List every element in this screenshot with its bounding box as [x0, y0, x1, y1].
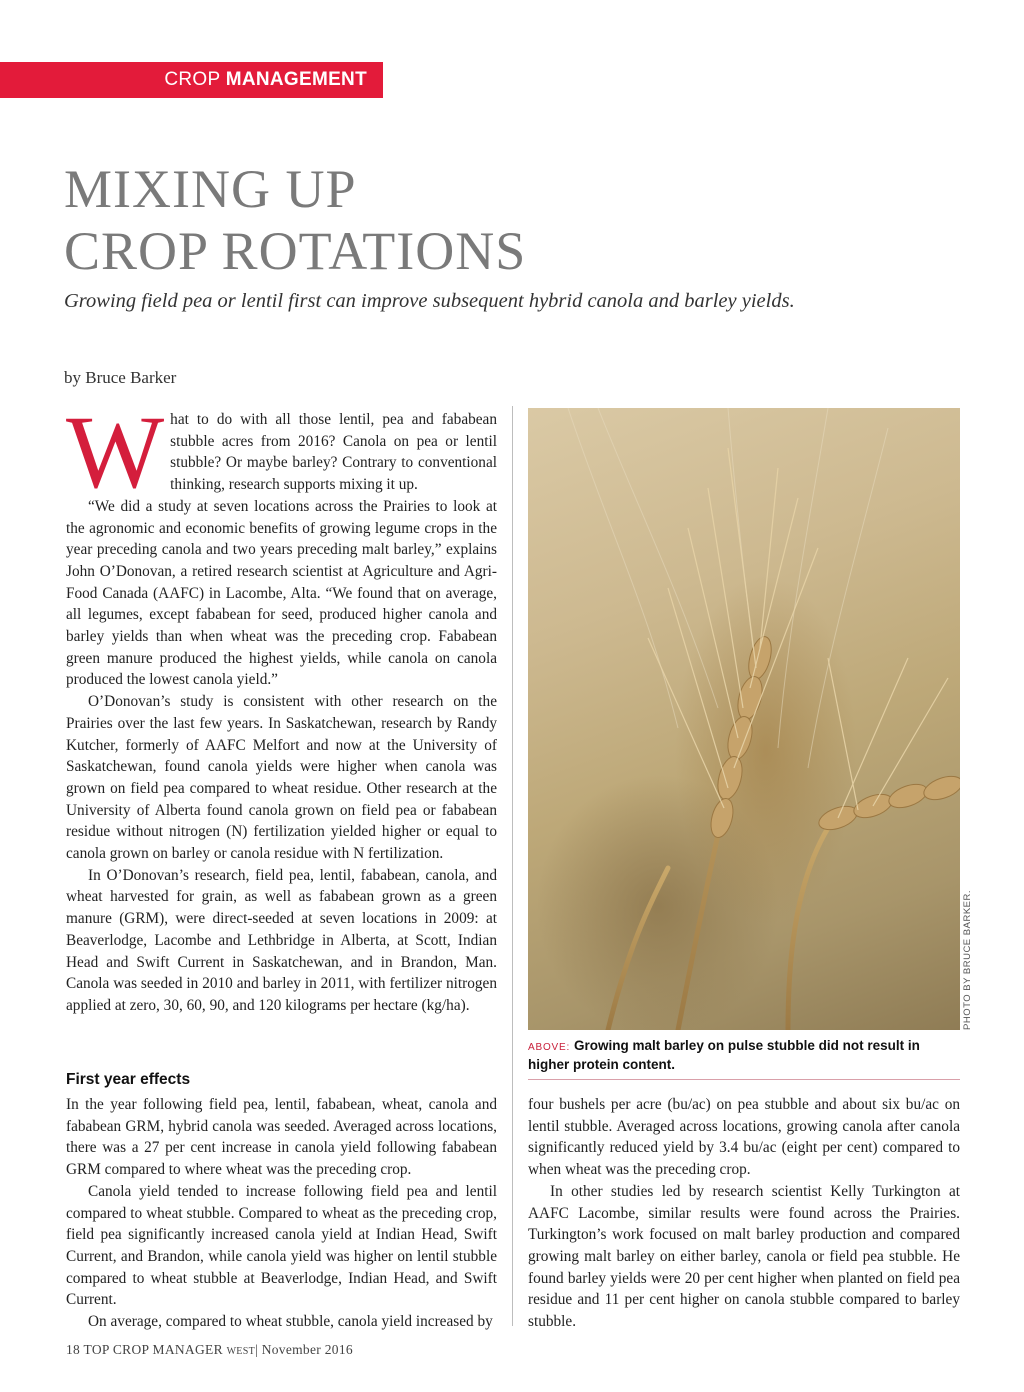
paragraph: In other studies led by research scientist Kelly Turkington at AAFC Lacombe, similar results were found across the Prairies. Turkington’s work focused on malt barley production and compared growing malt barley on either barley, canola or field pea stubble. He found barley yields were 20 per cent higher when planted on field pea residue and 11 per cent higher on canola stubble compared to barley stubble.: [528, 1182, 960, 1331]
section-subhead: First year effects: [66, 1071, 191, 1088]
caption-text: Growing malt barley on pulse stubble did not result in higher protein content.: [528, 1038, 920, 1072]
left-column-bottom: [66, 1094, 497, 1333]
page-footer: [66, 1342, 353, 1358]
issue-date: November 2016: [261, 1342, 353, 1357]
column-divider: [512, 406, 513, 1326]
drop-cap: W: [66, 395, 165, 510]
barley-illustration: [528, 408, 960, 1030]
caption-label: ABOVE:: [528, 1042, 571, 1053]
footer-separator: |: [254, 1342, 258, 1357]
paragraph: On average, compared to wheat stubble, canola yield increased by: [88, 1313, 493, 1331]
photo-credit: PHOTO BY BRUCE BARKER.: [962, 890, 973, 1030]
article-title: [64, 158, 964, 282]
barley-photo: [528, 408, 960, 1030]
magazine-name: TOP CROP MANAGER: [83, 1342, 223, 1357]
title-line-1: MIXING UP: [64, 159, 357, 219]
article-subtitle: Growing field pea or lentil first can improve subsequent hybrid canola and barley yields.: [64, 290, 795, 312]
paragraph: In O’Donovan’s research, field pea, lentil, fababean, canola, and wheat harvested for grain, as well as fababean grown as a green manure (GRM), were direct-seeded at seven locations in 2009: at Beaverlodge, Lacombe and Lethbridge in Alberta, at Scott, Indian Head and Swift Current in Saskatchewan, and in Brandon, Man. Canola was seeded in 2010 and barley in 2011, with fertilizer nitrogen applied at zero, 30, 60, 90, and 120 kilograms per hectare (kg/ha).: [66, 866, 497, 1014]
caption-rule: [528, 1079, 960, 1080]
section-label-bold: MANAGEMENT: [225, 69, 367, 90]
title-line-2: CROP ROTATIONS: [64, 221, 527, 281]
section-label-light: CROP: [164, 69, 226, 90]
paragraph: Canola yield tended to increase following field pea and lentil compared to wheat stubble. Compared to wheat as the preceding crop, field pea significantly increased canola yield at Indian Head, Swift Current, and Brandon, while canola yield was higher on lentil stubble compared to wheat stubble at Beaverlodge, Indian Head, and Swift Current.: [66, 1182, 497, 1309]
page-number: 18: [66, 1342, 81, 1357]
left-column-top: [66, 395, 497, 1017]
photo-caption: [528, 1037, 960, 1073]
magazine-edition: WEST: [226, 1346, 255, 1357]
paragraph: In the year following field pea, lentil, fababean, wheat, canola and fababean GRM, hybrid canola was seeded. Averaged across locations, there was a 27 per cent increase in canola yield following fababean GRM compared to where wheat was the preceding crop.: [66, 1096, 497, 1179]
intro-text: hat to do with all those lentil, pea and fababean stubble acres from 2016? Canola on pea or lentil stubble? Or maybe barley? Contrary to conventional thinking, research supports mixing it up.: [170, 411, 497, 494]
paragraph: “We did a study at seven locations across the Prairies to look at the agronomic and economic benefits of growing legume crops in the year preceding canola and two years preceding malt barley,” explains John O’Donovan, a retired research scientist at Agriculture and Agri-Food Canada (AAFC) in Lacombe, Alta. “We found that on average, all legumes, except fababean for seed, produced higher canola and barley yields than when wheat was the preceding crop. Fababean green manure produced the highest yields, while canola on canola produced the lowest canola yield.”: [66, 497, 497, 689]
intro-paragraph: [66, 395, 497, 510]
section-banner: [0, 62, 383, 98]
paragraph: four bushels per acre (bu/ac) on pea stubble and about six bu/ac on lentil stubble. Averaged across locations, growing canola after canola significantly reduced yield by 3.4 bu/ac (eight per cent) compared to when wheat was the preceding crop.: [528, 1096, 960, 1179]
right-column-bottom: [528, 1094, 960, 1333]
paragraph: O’Donovan’s study is consistent with other research on the Prairies over the last few years. In Saskatchewan, research by Randy Kutcher, formerly of AAFC Melfort and now at the University of Saskatchewan, found canola yields were higher when canola was grown on field pea compared to wheat residue. Other research at the University of Alberta found canola grown on field pea or fababean residue without nitrogen (N) fertilization yielded higher or equal to canola grown on barley or canola residue with N fertilization.: [66, 693, 497, 863]
byline: by Bruce Barker: [64, 368, 177, 387]
